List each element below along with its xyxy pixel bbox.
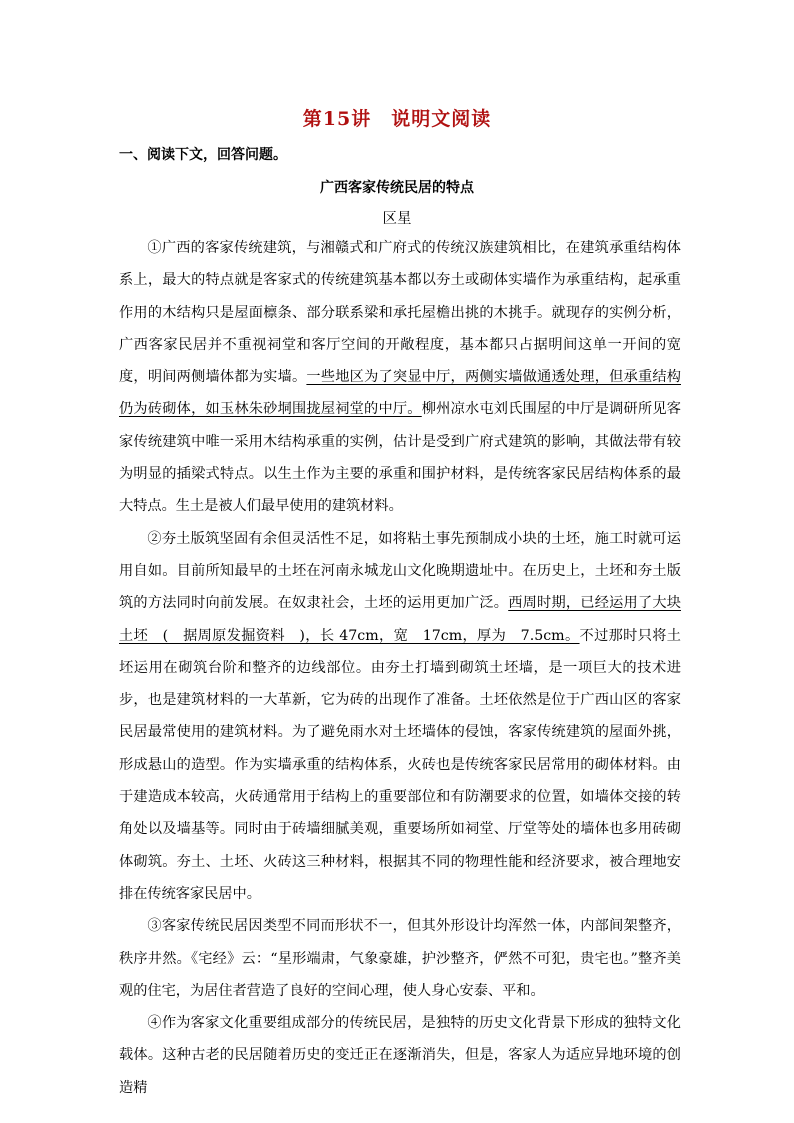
- article-body: [119, 232, 681, 1104]
- lecture-title: 第15讲 说明文阅读: [302, 108, 492, 130]
- paragraph-4: [119, 1007, 681, 1104]
- paragraph-1-segment: ①广西的客家传统建筑，与湘赣式和广府式的传统汉族建筑相比，在建筑承重结构体系上，最大的特点就是客家式的传统建筑基本都以夯土或砌体实墙作为承重结构，起承重作用的木结构只是屋面檩条、部分联系梁和承托屋檐出挑的木挑手。就现存的实例分析，广西客家民居并不重视祠堂和客厅空间的开敞程度，基本都只占据明间这单一开间的宽度，明间两侧墙体都为实墙。: [119, 240, 681, 386]
- paragraph-3-segment: ③客家传统民居因类型不同而形状不一，但其外形设计均浑然一体，内部间架整齐，秩序井然。《宅经》云：“星形端肃，气象豪雄，护沙整齐，俨然不可犯，贵宅也。”整齐美观的住宅，为居住者营造了良好的空间心理，使人身心安泰、平和。: [119, 918, 681, 999]
- paragraph-1-segment: 柳州凉水屯刘氏围屋的中厅是调研所见客家传统建筑中唯一采用木结构承重的实例，估计是受到广府式建筑的影响，其做法带有较为明显的插梁式特点。以生土作为主要的承重和围护材料，是传统客家民居结构体系的最大特点。生土是被人们最早使用的建筑材料。: [119, 401, 681, 515]
- paragraph-2: [119, 523, 681, 911]
- paragraph-2-segment: 不过那时只将土坯运用在砌筑台阶和整齐的边线部位。由夯土打墙到砌筑土坯墙，是一项巨大的技术进步，也是建筑材料的一大革新，它为砖的出现作了准备。土坯依然是位于广西山区的客家民居最常使用的建筑材料。为了避免雨水对土坯墙体的侵蚀，客家传统建筑的屋面外挑，形成悬山的造型。作为实墙承重的结构体系，火砖也是传统客家民居常用的砌体材料。由于建造成本较高，火砖通常用于结构上的重要部位和有防潮要求的位置，如墙体交接的转角处以及墙基等。同时由于砖墙细腻美观，重要场所如祠堂、厅堂等处的墙体也多用砖砌体砌筑。夯土、土坯、火砖这三种材料，根据其不同的物理性能和经济要求，被合理地安排在传统客家民居中。: [119, 627, 681, 902]
- article-title: 广西客家传统民居的特点: [320, 180, 474, 196]
- section-heading: 一、阅读下文，回答问题。: [119, 147, 287, 163]
- article-author: 区星: [382, 211, 412, 227]
- underlined-sentence: 西周时期，已经运用了大块土坯 ( 据周原发掘资料 )，长 47cm，宽 17cm，厚为 7.5cm。: [119, 595, 681, 644]
- paragraph-1: [119, 232, 681, 523]
- paragraph-4-segment: ④作为客家文化重要组成部分的传统民居，是独特的历史文化背景下形成的独特文化载体。这种古老的民居随着历史的变迁正在逐渐消失，但是，客家人为适应异地环境的创造精: [119, 1015, 681, 1096]
- underlined-sentence: 一些地区为了突显中厅，两侧实墙做通透处理，但承重结构仍为砖砌体，如玉林朱砂垌围拢屋祠堂的中厅。: [119, 369, 681, 418]
- paragraph-2-segment: ②夯土版筑坚固有余但灵活性不足，如将粘土事先预制成小块的土坯，施工时就可运用自如。目前所知最早的土坯在河南永城龙山文化晚期遗址中。在历史上，土坯和夯土版筑的方法同时向前发展。在奴隶社会，土坯的运用更加广泛。: [119, 530, 681, 612]
- paragraph-3: [119, 910, 681, 1007]
